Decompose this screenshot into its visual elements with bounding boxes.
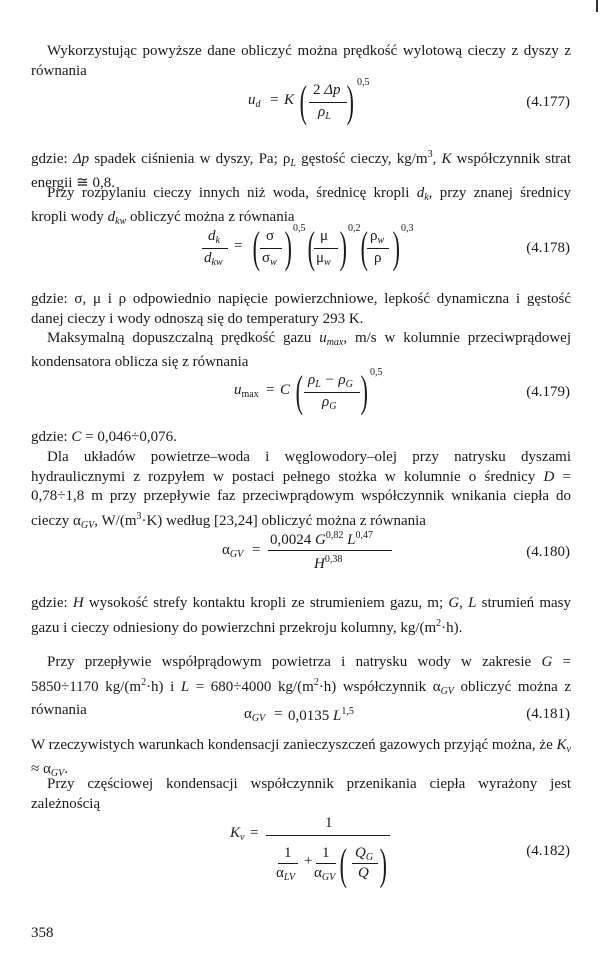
page-edge-mark (596, 0, 598, 12)
paragraph-5: Maksymalną dopuszczalną prędkość gazu $u_{max}$, m/s w kolumnie przeciwprądowej kondensatora oblicza się z równania (31, 330, 571, 370)
paragraph-2: gdzie: Δp spadek ciśnienia w dyszy, Pa; $\rho_L$ gęstość cieczy, $kg/m^3$, K współczynnik strat energii ≅ 0,8. (31, 149, 571, 191)
paragraph-3: Przy rozpylaniu cieczy innych niż woda, średnicę kropli $d_k$, przy znanej średnicy kropli wody $d_{kw}$ obliczyć można z równania (31, 185, 571, 227)
paragraph-9: Przy przepływie współprądowym powietrza i natrysku wody w zakresie G = 5850÷1170 $kg/(m^2\cdot h)$ i L = 680÷4000 $kg/(m^2\cdot h)$ współczynnik $\alpha_{GV}$ obliczyć można z równania (31, 654, 571, 718)
equation-4-182: $K_v$ = 1 1 $\alpha_{LV}$ + 1 $\alpha_{GV}$ ( $Q_G$ Q ) (4.182) (230, 815, 570, 889)
paragraph-6: gdzie: C = 0,046÷0,076. (31, 429, 177, 445)
paragraph-1: Wykorzystując powyższe dane obliczyć można prędkość wylotową cieczy z dyszy z równania (31, 43, 571, 79)
paragraph-8: gdzie: H wysokość strefy kontaktu kropli ze strumieniem gazu, m; G, L strumień masy gazu i cieczy odniesiony do powierzchni przekroju kolumny, $kg/(m^2\cdot h)$. (31, 595, 572, 636)
paragraph-11: Przy częściowej kondensacji współczynnik przenikania ciepła wyrażony jest zależnością (31, 776, 571, 812)
eq-number-180: (4.180) (526, 544, 570, 560)
eq-number-182: (4.182) (526, 843, 570, 859)
equation-4-180: $\alpha_{GV}$ = 0,0024 G$^{0,82}$ L$^{0,47}$ H$^{0,38}$ (4.180) (222, 530, 570, 572)
equation-4-179: $u_{max}$ = C ( $\rho_L - \rho_G$ $\rho_G$ ) 0,5 (4.179) (234, 367, 570, 416)
exp-179: 0,5 (370, 367, 383, 378)
equation-4-177: $u_d$ = K ( 2 Δp $\rho_L$ ) 0,5 (4.177) (248, 77, 570, 126)
page-number: 358 (31, 925, 54, 941)
eq-number-181: (4.181) (526, 706, 570, 722)
eq-number-179: (4.179) (526, 384, 570, 400)
eq-number-178: (4.178) (526, 240, 570, 256)
equation-4-181: $\alpha_{GV}$ = 0,0135 L$^{1,5}$ (4.181) (244, 706, 570, 724)
exp-177: 0,5 (357, 77, 370, 88)
paragraph-4: gdzie: σ, μ i ρ odpowiednio napięcie powierzchniowe, lepkość dynamiczna i gęstość danej cieczy i wody odnoszą się do temperatury 293 K. (31, 291, 571, 327)
equation-4-178: $d_k$ $d_{kw}$ = ( σ $\sigma_w$ ) 0,5 ( μ $\mu_w$ ) 0,2 ( $\rho_w$ ρ ) 0,3 (4.178) (204, 223, 570, 272)
paragraph-10: W rzeczywistych warunkach kondensacji zanieczyszczeń gazowych przyjąć można, że $K_v \approx \alpha_{GV}$. (31, 737, 571, 779)
paragraph-7: Dla układów powietrze–woda i węglowodory–olej przy natrysku dyszami hydraulicznymi z rozpyłem w postaci pełnego stożka w kolumnie o średnicy D = 0,78÷1,8 m przy przepływie faz przeciwprądowym współczynnik wnikania ciepła do cieczy $\alpha_{GV}$, $W/(m^3\cdot K)$ według [23,24] obliczyć można z równania (31, 449, 571, 531)
eq-number-177: (4.177) (526, 94, 570, 110)
